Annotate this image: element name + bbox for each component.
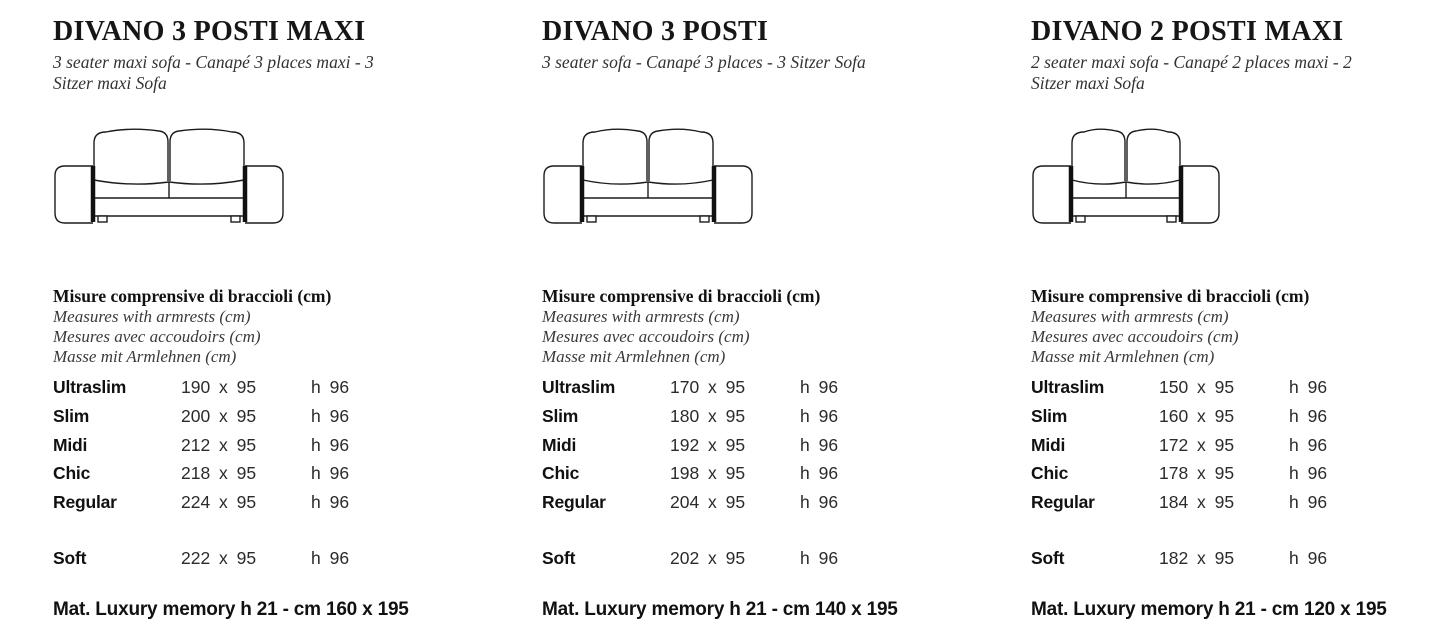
size-height: h 96 (1289, 434, 1328, 455)
size-label: Soft (53, 547, 87, 568)
size-label: Chic (53, 463, 91, 484)
size-dimensions: 198 x 95 (670, 463, 746, 484)
sofa-drawing-wrap (1031, 120, 1432, 226)
mattress-info: Mat. Luxury memory h 21 - cm 120 x 195 (1031, 598, 1387, 620)
size-height: h 96 (1289, 463, 1328, 484)
size-row-soft (53, 548, 503, 577)
size-label: Chic (542, 463, 580, 484)
measures-header-fr: Mesures avec accoudoirs (cm) (53, 327, 261, 346)
size-height: h 96 (1289, 492, 1328, 513)
measures-header-it: Misure comprensive di braccioli (cm) (542, 286, 821, 306)
size-row (542, 377, 992, 406)
product-title: DIVANO 3 POSTI (542, 16, 769, 47)
size-row (1031, 435, 1432, 464)
size-height: h 96 (800, 492, 839, 513)
sizes-table (53, 377, 503, 577)
size-row (542, 463, 992, 492)
measures-header-en: Measures with armrests (cm) (1031, 307, 1229, 326)
size-dimensions: 170 x 95 (670, 377, 746, 397)
sofa-drawing-wrap (53, 120, 503, 226)
size-label: Ultraslim (542, 377, 616, 397)
size-height: h 96 (311, 377, 350, 397)
product-subtitle (53, 52, 503, 96)
size-row (53, 406, 503, 435)
size-label: Slim (542, 405, 579, 426)
size-dimensions: 218 x 95 (181, 463, 257, 484)
size-label: Soft (542, 547, 576, 568)
size-row-soft (1031, 548, 1432, 577)
size-dimensions: 192 x 95 (670, 434, 746, 455)
size-height: h 96 (1289, 377, 1328, 397)
size-row (53, 463, 503, 492)
size-label: Midi (53, 434, 88, 455)
size-height: h 96 (311, 547, 350, 568)
size-label: Ultraslim (53, 377, 127, 397)
size-height: h 96 (800, 463, 839, 484)
size-label: Slim (53, 405, 90, 426)
size-dimensions: 160 x 95 (1159, 405, 1235, 426)
measures-header-de: Masse mit Armlehnen (cm) (1031, 347, 1215, 366)
product-title: DIVANO 3 POSTI MAXI (53, 16, 366, 47)
measures-header-en: Measures with armrests (cm) (53, 307, 251, 326)
size-height: h 96 (800, 405, 839, 426)
size-label: Chic (1031, 463, 1069, 484)
product-column-divano-3-posti-maxi (53, 16, 503, 621)
measures-header-fr: Mesures avec accoudoirs (cm) (1031, 327, 1239, 346)
size-height: h 96 (311, 405, 350, 426)
measures-header-de: Masse mit Armlehnen (cm) (53, 347, 237, 366)
measures-header-fr: Mesures avec accoudoirs (cm) (542, 327, 750, 346)
size-row (1031, 377, 1432, 406)
size-height: h 96 (311, 463, 350, 484)
mattress-info: Mat. Luxury memory h 21 - cm 140 x 195 (542, 598, 898, 620)
size-label: Regular (542, 492, 606, 513)
size-height: h 96 (1289, 405, 1328, 426)
size-label: Regular (1031, 492, 1095, 513)
size-dimensions: 150 x 95 (1159, 377, 1235, 397)
sizes-table (1031, 377, 1432, 577)
measures-block (53, 286, 503, 367)
size-dimensions: 200 x 95 (181, 405, 257, 426)
size-height: h 96 (1289, 547, 1328, 568)
sofa-drawing-wrap (542, 120, 992, 226)
size-dimensions: 190 x 95 (181, 377, 257, 397)
size-height: h 96 (800, 547, 839, 568)
size-dimensions: 222 x 95 (181, 547, 257, 568)
mattress-info: Mat. Luxury memory h 21 - cm 160 x 195 (53, 598, 409, 620)
size-label: Midi (542, 434, 577, 455)
size-row (542, 435, 992, 464)
measures-block (1031, 286, 1432, 367)
size-row (53, 492, 503, 521)
size-row (53, 377, 503, 406)
sofa-drawing (542, 120, 754, 226)
sizes-table (542, 377, 992, 577)
measures-header-it: Misure comprensive di braccioli (cm) (53, 286, 332, 306)
size-height: h 96 (800, 377, 839, 397)
size-height: h 96 (311, 434, 350, 455)
measures-header-en: Measures with armrests (cm) (542, 307, 740, 326)
size-dimensions: 182 x 95 (1159, 547, 1235, 568)
size-label: Midi (1031, 434, 1066, 455)
product-subtitle-line: 2 seater maxi sofa - Canapé 2 places maxi - 2 (1031, 52, 1352, 72)
size-dimensions: 184 x 95 (1159, 492, 1235, 513)
measures-header-de: Masse mit Armlehnen (cm) (542, 347, 726, 366)
size-label: Soft (1031, 547, 1065, 568)
sofa-drawing (1031, 120, 1221, 226)
product-column-divano-2-posti-maxi (1031, 16, 1432, 621)
size-row-soft (542, 548, 992, 577)
product-column-divano-3-posti (542, 16, 992, 621)
size-row (1031, 463, 1432, 492)
size-row (1031, 406, 1432, 435)
size-height: h 96 (311, 492, 350, 513)
product-title: DIVANO 2 POSTI MAXI (1031, 16, 1344, 47)
size-dimensions: 172 x 95 (1159, 434, 1235, 455)
size-row (1031, 492, 1432, 521)
size-label: Slim (1031, 405, 1068, 426)
size-dimensions: 178 x 95 (1159, 463, 1235, 484)
size-height: h 96 (800, 434, 839, 455)
size-label: Regular (53, 492, 117, 513)
measures-block (542, 286, 992, 367)
product-subtitle (1031, 52, 1432, 96)
product-subtitle-line: 3 seater sofa - Canapé 3 places - 3 Sitzer Sofa (542, 52, 866, 72)
size-dimensions: 204 x 95 (670, 492, 746, 513)
product-subtitle-line: Sitzer maxi Sofa (53, 73, 167, 93)
size-dimensions: 202 x 95 (670, 547, 746, 568)
product-subtitle (542, 52, 992, 96)
product-subtitle-line: Sitzer maxi Sofa (1031, 73, 1145, 93)
size-row (542, 492, 992, 521)
size-dimensions: 180 x 95 (670, 405, 746, 426)
size-dimensions: 224 x 95 (181, 492, 257, 513)
size-dimensions: 212 x 95 (181, 434, 257, 455)
sofa-drawing (53, 120, 285, 226)
size-row (53, 435, 503, 464)
size-row (542, 406, 992, 435)
product-subtitle-line: 3 seater maxi sofa - Canapé 3 places maxi - 3 (53, 52, 374, 72)
size-label: Ultraslim (1031, 377, 1105, 397)
measures-header-it: Misure comprensive di braccioli (cm) (1031, 286, 1310, 306)
